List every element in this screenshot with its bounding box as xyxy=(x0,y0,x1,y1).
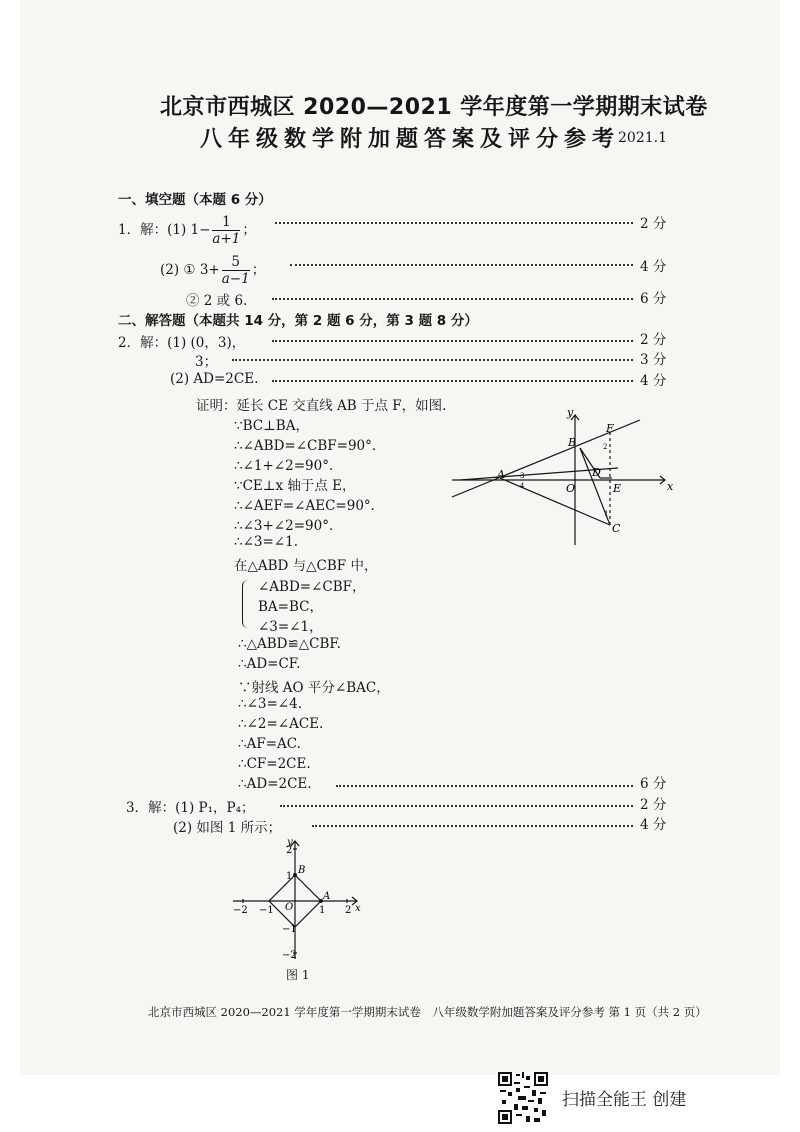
dot-leader xyxy=(272,298,633,300)
proof-intro: 证明：延长 CE 交直线 AB 于点 F，如图. xyxy=(196,398,447,414)
section-2-heading: 二、解答题（本题共 14 分，第 2 题 6 分，第 3 题 8 分） xyxy=(118,313,478,329)
dot-leader xyxy=(272,380,633,382)
tick-label-x-1: 1 xyxy=(319,905,326,916)
page-footer: 北京市西城区 2020—2021 学年度第一学期期末试卷 八年级数学附加题答案及评分参考 第 1 页（共 2 页） xyxy=(148,1005,707,1019)
proof-line: ∵BC⊥BA， xyxy=(234,418,309,434)
q1-frac1-den: a+1 xyxy=(212,231,241,247)
proof-line: ∴∠3=∠4. xyxy=(238,696,302,712)
label-C: C xyxy=(612,522,621,535)
label-O: O xyxy=(285,902,294,913)
angle-label-3: 3 xyxy=(520,472,525,480)
tick-label-y-1: 1 xyxy=(286,871,293,882)
geometry-figure-q2 xyxy=(440,400,680,550)
proof-line: ∴∠3=∠1. xyxy=(234,534,298,550)
proof-line: ∵CE⊥x 轴于点 E， xyxy=(234,478,356,494)
score: 2 分 xyxy=(640,332,667,348)
scanner-watermark: 扫描全能王 创建 xyxy=(562,1090,687,1110)
score: 4 分 xyxy=(640,259,667,275)
label-F: F xyxy=(606,422,614,435)
figure-1-caption: 图 1 xyxy=(286,968,310,982)
proof-line: ∴∠2=∠ACE. xyxy=(238,716,324,732)
point-B xyxy=(293,873,297,877)
tick-label-x-2: 2 xyxy=(345,905,352,916)
proof-line: ∴∠ABD=∠CBF=90°． xyxy=(234,438,386,454)
tick-label-x-neg2: −2 xyxy=(233,905,248,916)
score: 2 分 xyxy=(640,797,667,813)
q1-sep-2: ； xyxy=(251,262,266,278)
q3-line-2: (2) 如图 1 所示； xyxy=(173,820,282,836)
section-1-heading: 一、填空题（本题 6 分） xyxy=(118,192,272,208)
angle-label-4: 4 xyxy=(520,482,525,490)
q1-part1 xyxy=(118,214,256,247)
brace-line: BA=BC， xyxy=(258,599,323,615)
label-B: B xyxy=(298,865,306,876)
tick-label-y-neg2: −2 xyxy=(282,950,297,961)
score: 4 分 xyxy=(640,373,667,389)
q1-fraction-2 xyxy=(222,254,250,287)
q1-sep: ； xyxy=(242,222,256,238)
brace-line: ∠ABD=∠CBF， xyxy=(258,579,366,595)
q1-part2 xyxy=(160,254,265,287)
dot-leader xyxy=(280,805,633,807)
q1-part2b: ② 2 或 6. xyxy=(186,293,248,309)
angle-label-2: 2 xyxy=(603,443,608,451)
dot-leader xyxy=(275,222,633,224)
proof-line: ∴∠1+∠2=90°． xyxy=(234,458,343,474)
label-B: B xyxy=(568,436,577,449)
score: 6 分 xyxy=(640,291,667,307)
angle-label-1: 1 xyxy=(604,510,609,518)
proof-line: ∴AD=CF. xyxy=(238,656,301,672)
dot-leader xyxy=(336,785,633,787)
q2-line-1: 2．解：(1) (0，3)， xyxy=(118,335,246,351)
coordinate-figure-q3 xyxy=(225,835,365,965)
dot-leader xyxy=(272,340,633,342)
score: 4 分 xyxy=(640,817,667,833)
proof-line: ∴CF=2CE. xyxy=(238,756,311,772)
proof-line: ∴△ABD≌△CBF. xyxy=(238,636,341,652)
label-A: A xyxy=(497,468,505,481)
dot-leader xyxy=(232,359,633,361)
brace-line: ∠3=∠1， xyxy=(258,619,323,635)
q1-expr-a: 1− xyxy=(190,222,211,238)
proof-line: ∴AF=AC. xyxy=(238,736,301,752)
dot-leader xyxy=(312,825,633,827)
q1-frac2-num: 5 xyxy=(222,254,250,271)
label-A: A xyxy=(323,891,331,902)
system-brace xyxy=(242,580,251,628)
axis-label-y: y xyxy=(287,837,293,848)
proof-line: ∴∠AEF=∠AEC=90°． xyxy=(234,498,385,514)
q1-fraction-1 xyxy=(212,214,240,247)
tick-label-y-2: 2 xyxy=(286,845,293,856)
qr-code-icon xyxy=(498,1072,548,1124)
q1-expr-b: 3+ xyxy=(199,262,220,278)
q1-p2-prefix: (2) ① xyxy=(160,262,196,278)
label-O: O xyxy=(566,482,576,495)
label-x: x xyxy=(667,480,674,493)
proof-line: ∵射线 AO 平分∠BAC， xyxy=(238,680,390,696)
tick-label-y-neg1: −1 xyxy=(282,924,297,935)
dot-leader xyxy=(290,264,633,266)
page-subtitle: 八年级数学附加题答案及评分参考 xyxy=(200,126,621,152)
score: 3 分 xyxy=(640,352,667,368)
label-y: y xyxy=(567,406,574,419)
page-title: 北京市西城区 2020—2021 学年度第一学期期末试卷 xyxy=(160,95,708,120)
q1-prefix: 1．解：(1) xyxy=(118,222,187,238)
q3-line-1: 3．解：(1) P₁，P₄； xyxy=(126,800,255,816)
proof-line: 在△ABD 与△CBF 中， xyxy=(234,558,378,574)
proof-line: ∴∠3+∠2=90°． xyxy=(234,518,343,534)
tick-label-x-neg1: −1 xyxy=(259,905,274,916)
exam-date: 2021.1 xyxy=(618,130,667,146)
score: 6 分 xyxy=(640,776,667,792)
label-E: E xyxy=(613,482,622,495)
label-D: D xyxy=(592,466,601,479)
q2-line-2: 3； xyxy=(195,354,218,370)
q1-frac1-num: 1 xyxy=(212,214,240,231)
q1-frac2-den: a−1 xyxy=(221,271,250,287)
proof-line: ∴AD=2CE. xyxy=(238,776,312,792)
score: 2 分 xyxy=(640,216,667,232)
q2-line-3: (2) AD=2CE. xyxy=(170,371,259,387)
axis-label-x: x xyxy=(355,903,361,914)
